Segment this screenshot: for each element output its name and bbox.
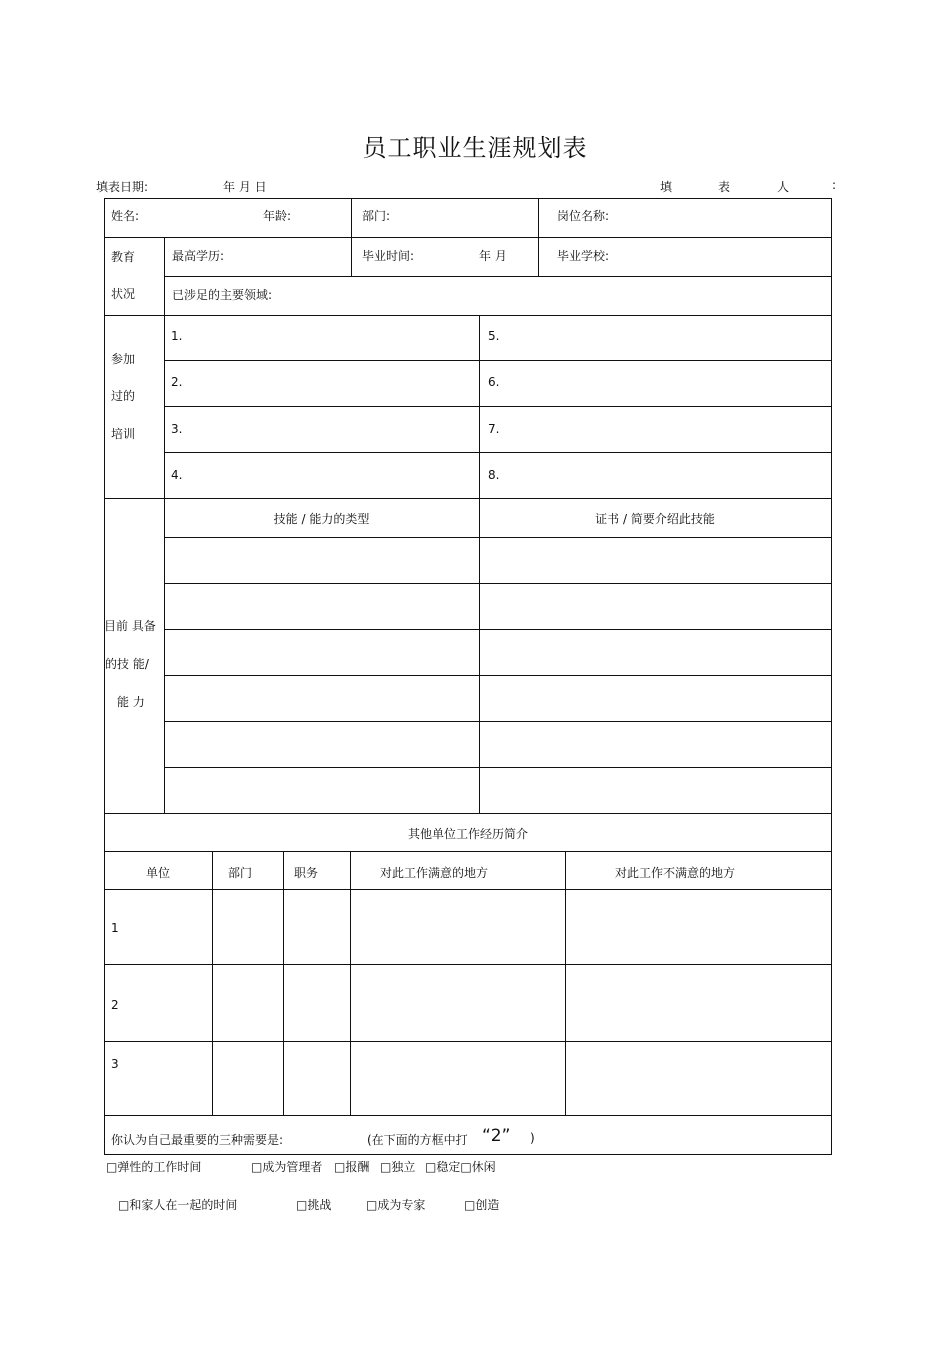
highest-degree-label: 最高学历: [172, 249, 225, 263]
skills-section-label-3: 能 力 [117, 695, 145, 709]
filler-label-char3: 人 [777, 180, 790, 194]
option-become-expert[interactable]: □成为专家 [366, 1198, 426, 1212]
certificate-header: 证书 / 简要介绍此技能 [595, 512, 715, 526]
col-header-unsatisfied: 对此工作不满意的地方 [615, 866, 736, 880]
col-header-satisfied: 对此工作满意的地方 [380, 866, 489, 880]
col-header-department: 部门 [228, 866, 253, 880]
training-item-3: 3. [171, 422, 183, 436]
training-section-label-2: 过的 [111, 389, 136, 403]
filler-label-char1: 填 [660, 180, 673, 194]
main-fields-label: 已涉足的主要领域: [172, 288, 273, 302]
skill-type-header: 技能 / 能力的类型 [273, 512, 370, 526]
fill-date-units: 年 月 日 [223, 180, 267, 194]
skills-section-label-2: 的技 能/ [105, 657, 149, 671]
work-row-number-1: 1 [111, 921, 119, 935]
option-stability-leisure[interactable]: □稳定□休闲 [425, 1160, 496, 1174]
training-item-2: 2. [171, 375, 183, 389]
position-label: 岗位名称: [557, 209, 610, 223]
option-independence[interactable]: □独立 [380, 1160, 416, 1174]
training-item-6: 6. [488, 375, 500, 389]
name-label: 姓名: [111, 209, 140, 223]
graduation-time-label: 毕业时间: [362, 249, 415, 263]
option-family-time[interactable]: □和家人在一起的时间 [118, 1198, 238, 1212]
department-label: 部门: [362, 209, 391, 223]
graduation-school-label: 毕业学校: [557, 249, 610, 263]
training-item-8: 8. [488, 468, 500, 482]
training-section-label-3: 培训 [111, 427, 136, 441]
page-title: 员工职业生涯规划表 [362, 134, 588, 162]
training-item-1: 1. [171, 329, 183, 343]
option-flexible-hours[interactable]: □弹性的工作时间 [106, 1160, 202, 1174]
training-section-label-1: 参加 [111, 352, 136, 366]
age-label: 年龄: [263, 209, 292, 223]
option-become-manager[interactable]: □成为管理者 [251, 1160, 323, 1174]
skills-section-label-1: 目前 具备 [104, 619, 156, 633]
work-row-number-2: 2 [111, 998, 119, 1012]
work-row-number-3: 3 [111, 1057, 119, 1071]
training-item-5: 5. [488, 329, 500, 343]
education-section-label-1: 教育 [111, 250, 136, 264]
education-section-label-2: 状况 [111, 287, 136, 301]
col-header-job-title: 职务 [294, 866, 319, 880]
fill-date-label: 填表日期: [96, 180, 149, 194]
option-challenge[interactable]: □挑战 [296, 1198, 332, 1212]
needs-instruction-mark: “2” [482, 1126, 511, 1146]
needs-instruction-prefix: (在下面的方框中打 [367, 1133, 468, 1147]
needs-instruction-suffix: ) [530, 1131, 535, 1145]
option-compensation[interactable]: □报酬 [334, 1160, 370, 1174]
option-creativity[interactable]: □创造 [464, 1198, 500, 1212]
work-history-title: 其他单位工作经历简介 [407, 827, 528, 841]
filler-label-colon: : [832, 178, 837, 192]
col-header-company: 单位 [145, 866, 170, 880]
graduation-time-units: 年 月 [479, 249, 507, 263]
needs-question: 你认为自己最重要的三种需要是: [111, 1133, 284, 1147]
filler-label-char2: 表 [718, 180, 731, 194]
training-item-7: 7. [488, 422, 500, 436]
training-item-4: 4. [171, 468, 183, 482]
